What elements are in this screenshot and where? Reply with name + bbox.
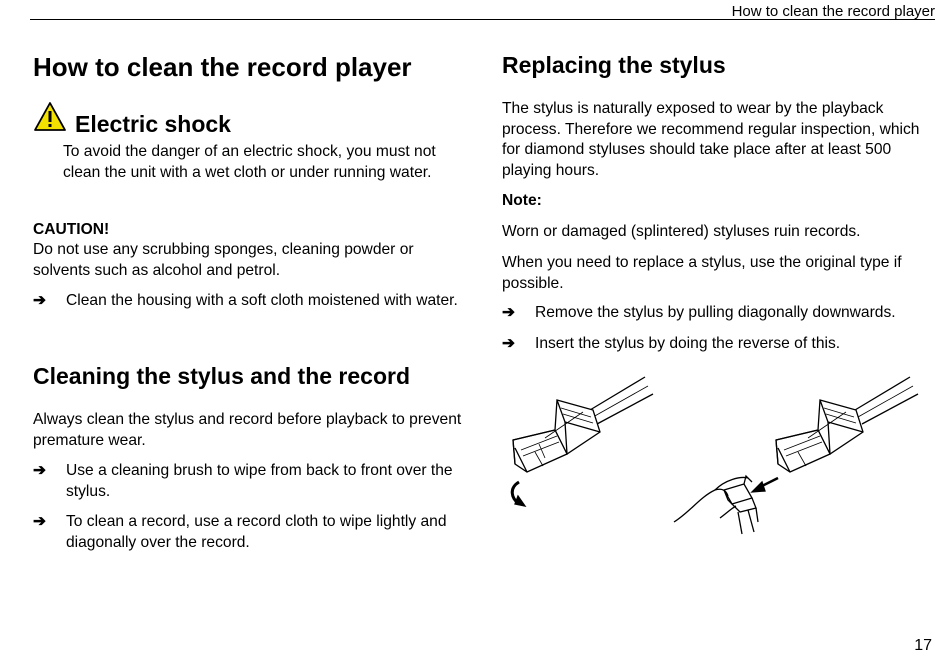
- replacing-stylus-heading: Replacing the stylus: [502, 52, 726, 78]
- list-item-text: Clean the housing with a soft cloth moistened with water.: [66, 292, 458, 309]
- running-header: [30, 0, 935, 20]
- electric-shock-heading: Electric shock: [75, 111, 231, 137]
- replace-text: When you need to replace a stylus, use the original type if possible.: [502, 254, 902, 292]
- stylus-removal-illustration: [505, 372, 665, 512]
- page-number: 17: [914, 637, 932, 654]
- note-text: Worn or damaged (splintered) styluses ruin records.: [502, 223, 861, 240]
- list-item-text: Use a cleaning brush to wipe from back to front over the stylus.: [66, 462, 453, 500]
- arrow-bullet-icon: ➔: [33, 292, 47, 309]
- arrow-bullet-icon: ➔: [502, 335, 516, 352]
- arrow-bullet-icon: ➔: [502, 304, 516, 321]
- arrow-bullet-icon: ➔: [33, 462, 47, 479]
- caution-text: Do not use any scrubbing sponges, cleaning powder or solvents such as alcohol and petrol.: [33, 241, 414, 279]
- replacing-stylus-intro: The stylus is naturally exposed to wear by the playback process. Therefore we recommend regular inspection, which for diamond styluses should take place after at least 500 playing hours.: [502, 100, 920, 179]
- stylus-insertion-illustration: [670, 372, 920, 537]
- cleaning-stylus-heading: Cleaning the stylus and the record: [33, 363, 411, 389]
- list-item-text: To clean a record, use a record cloth to wipe lightly and diagonally over the record.: [66, 513, 447, 551]
- cleaning-stylus-intro: Always clean the stylus and record before playback to prevent premature wear.: [33, 411, 462, 449]
- warning-icon: [33, 101, 67, 132]
- caution-label: CAUTION!: [33, 221, 110, 238]
- note-label: Note:: [502, 192, 542, 209]
- electric-shock-text: To avoid the danger of an electric shock, you must not clean the unit with a wet cloth or under running water.: [63, 143, 436, 181]
- page-title: How to clean the record player: [33, 52, 412, 82]
- list-item-text: Insert the stylus by doing the reverse of this.: [535, 335, 841, 352]
- list-item-text: Remove the stylus by pulling diagonally downwards.: [535, 304, 896, 321]
- running-header-title: How to clean the record player: [731, 3, 935, 20]
- arrow-bullet-icon: ➔: [33, 513, 47, 530]
